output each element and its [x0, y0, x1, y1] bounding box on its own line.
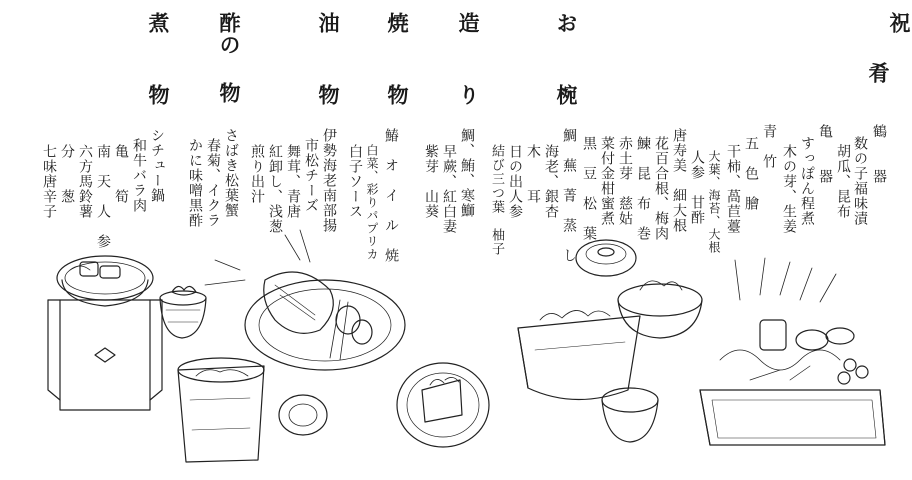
iwai-item-2: 数の子福味漬 [852, 136, 868, 226]
tsukuri-item-1: 鯛、鮪、寒鰤 [459, 128, 475, 218]
ni-item-1: シチュー鍋 [149, 128, 165, 203]
abura-item-4: 紅卸し、浅葱 [267, 144, 283, 234]
category-title-iwai: 祝 肴 [866, 12, 912, 84]
yaki-item-1: 鰆 オ イ ル 焼 [383, 128, 399, 263]
su-item-3: かに味噌黒酢 [187, 138, 203, 228]
stew-pot-illustration [48, 256, 162, 410]
category-title-owan: お椀 [554, 12, 579, 106]
sashimi-boat-illustration [518, 310, 640, 399]
ni-item-7: 七味唐辛子 [41, 144, 57, 219]
lobster-plate-illustration [205, 230, 405, 370]
iwai-item-9: 干柿、萵苣薹 [725, 144, 741, 234]
category-title-su: 酢の物 [217, 12, 242, 104]
su-item-1: さばき松葉蟹 [223, 128, 239, 218]
grilled-plate-illustration [397, 363, 489, 447]
yaki-item-3: 白子ソース [347, 144, 363, 219]
yaki-item-2: 白菜、彩りパプリカ [365, 144, 379, 261]
owan-item-3: 木 耳 [525, 144, 541, 204]
abura-item-2: 市松チーズ [303, 138, 319, 213]
iwai-item-10: 大葉、海苔、大根 [707, 150, 721, 254]
su-item-2: 春菊、イクラ [205, 138, 221, 228]
iwai-item-12: 唐寿美 細大根 [671, 128, 687, 233]
owan-item-5: 結び三つ葉 柚子 [489, 144, 504, 256]
iwai-item-3: 胡瓜、昆布 [835, 144, 851, 219]
tsukuri-item-2: 早蕨、紅白妻 [441, 144, 457, 234]
ni-item-5: 六方馬鈴薯 [77, 144, 93, 219]
owan-item-4: 日の出人参 [507, 144, 523, 219]
abura-item-5: 煎り出汁 [249, 144, 265, 204]
ni-item-3: 亀 筍 [113, 144, 129, 204]
category-title-abura: 油物 [316, 12, 341, 106]
iwai-item-17: 黒 豆 松 葉 [581, 136, 597, 241]
iwai-item-7: 青 竹 [761, 124, 777, 169]
iwai-item-16: 菜付金柑蜜煮 [599, 136, 615, 226]
owan-item-2: 海老、銀杏 [543, 144, 559, 219]
ni-item-4: 南 天 人 参 [95, 144, 111, 249]
iwai-item-1: 鶴 器 [871, 124, 887, 184]
iwai-item-5: すっぽん程煮 [799, 136, 815, 226]
iwai-item-15: 赤土芽 慈姑 [617, 136, 633, 226]
owan-item-1: 鯛 蕪 菁 蒸 し [561, 128, 577, 263]
abura-item-1: 伊勢海老南部揚 [321, 128, 337, 233]
ni-item-2: 和牛バラ肉 [131, 138, 147, 213]
iwai-item-11: 人参 甘酢 [689, 150, 705, 225]
small-bowl-illustration [160, 286, 206, 338]
ni-item-6: 分 葱 [59, 144, 75, 204]
category-title-tsukuri: 造り [456, 12, 481, 106]
iwai-item-6: 木の芽、生姜 [781, 144, 797, 234]
celebration-tray-illustration [700, 258, 885, 445]
iwai-item-14: 鰊 昆 布 巻 [635, 136, 651, 241]
square-cup-illustration [178, 358, 264, 462]
category-title-yaki: 焼物 [385, 12, 410, 106]
iwai-item-13: 花百合根、梅肉 [653, 136, 669, 241]
round-dish-illustration [279, 395, 327, 435]
category-title-ni: 煮物 [146, 12, 171, 106]
iwai-item-4: 亀 器 [817, 124, 833, 184]
abura-item-3: 舞茸、青唐 [285, 144, 301, 219]
iwai-item-8: 五 色 膾 [743, 136, 759, 211]
dishes-illustration [0, 240, 900, 480]
tsukuri-item-3: 紫芽 山葵 [423, 144, 439, 219]
